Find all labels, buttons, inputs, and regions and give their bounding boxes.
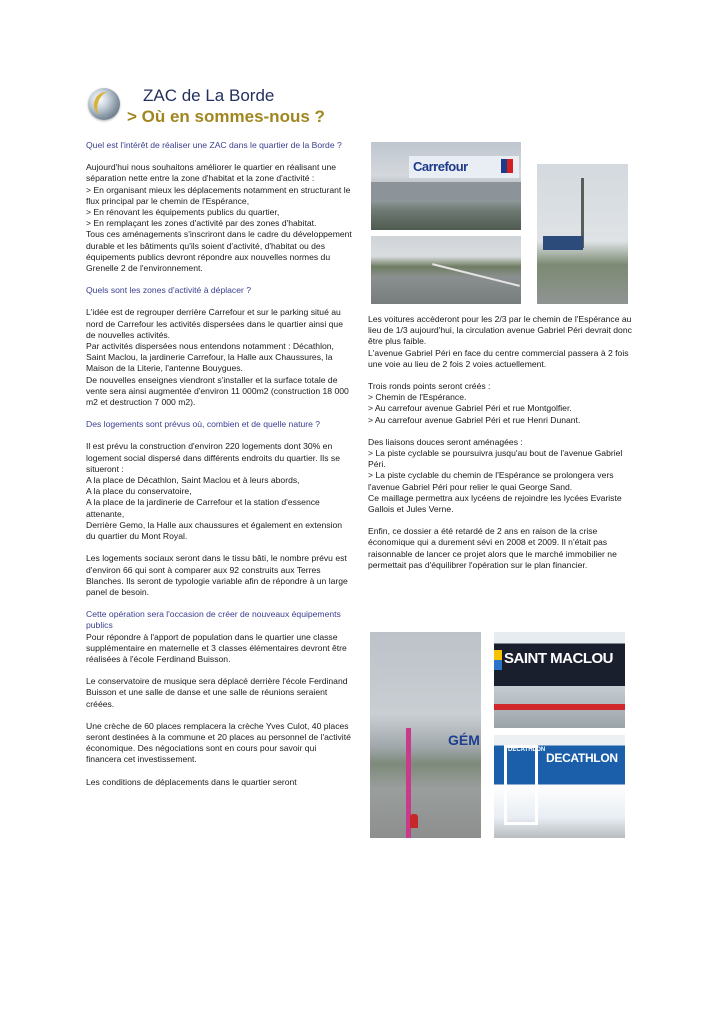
question-zac-interest: Quel est l'intérêt de réaliser une ZAC dans le quartier de la Borde ? <box>86 140 342 150</box>
carrefour-logo-icon <box>501 159 513 173</box>
paragraph-housing-locations: Il est prévu la construction d'environ 220 logements dont 30% en logement social dispersé dans différents endroits du quartier. Ils se situeront : A la place de Décathlon, Saint Maclou et à leurs abords, A la place du conservatoire, A la place de la jardinerie de Carrefour et la station d'essence attenante, Derrière Gemo, la Halle aux chaussures et également en extension du quartier du Mont Royal. <box>86 441 343 542</box>
carrefour-sign <box>409 156 519 178</box>
paragraph-travel-conditions: Les conditions de déplacements dans le quartier seront <box>86 776 297 787</box>
paragraph-conservatory: Le conservatoire de musique sera déplacé derrière l'école Ferdinand Buisson et une salle de danse et une salle de réunions seraient créées. <box>86 676 348 709</box>
photo-carrefour-building <box>371 182 521 200</box>
left-column <box>86 140 352 799</box>
question-housing: Des logements sont prévus où, combien et de quelle nature ? <box>86 419 321 430</box>
maison-literie-sign <box>543 236 583 250</box>
question-activity-zones: Quels sont les zones d'activité à déplacer ? <box>86 285 252 296</box>
photo-antenna-pole <box>537 164 628 304</box>
decathlon-sign-text: DECATHLON <box>546 751 618 765</box>
road-marking <box>432 263 520 287</box>
paragraph-creche: Une crèche de 60 places remplacera la crèche Yves Culot, 40 places seront destinées à la commune et 20 places au personnel de l'activité économique. Des négociations sont en cours pour savoir qui financera cet investissement. <box>86 720 351 765</box>
saint-maclou-flag-icon <box>494 650 502 670</box>
paragraph-cycle-paths: Des liaisons douces seront aménagées : > La piste cyclable se poursuivra jusqu'au bout de l'avenue Gabriel Péri. > La piste cyclable du chemin de l'Espérance se prolongera vers l'avenue Gabriel Péri pour relier le quai George Sand. Ce maillage permettra aux lycéens de rejoindre les lycées Evariste Gallois et Jules Verne. <box>368 436 623 515</box>
paragraph-activity-zones: L'idée est de regrouper derrière Carrefour et sur le parking situé au nord de Carrefour les activités dispersées dans le quartier ainsi que de nouvelles activités. Par activités dispersées nous entendons notamment : Décathlon, Saint Maclou, la jardinerie Carrefour, la Halle aux Chaussures, la Maison de la Literie, l'antenne Bouygues. De nouvelles enseignes viendront s'installer et la surface totale de vente sera ainsi augmentée d'environ 11 000m2 (construction 18 000 m2 et destruction 7 000 m2). <box>86 307 349 408</box>
photo-saint-maclou <box>494 632 625 728</box>
photo-gemo <box>370 632 481 838</box>
paragraph-zac-aims: Aujourd'hui nous souhaitons améliorer le quartier en réalisant une séparation nette entre la zone d'habitat et la zone d'activité : > En organisant mieux les déplacements notamment en structurant le flux principal par le chemin de l'Espérance, > En rénovant les équipements publics du quartier, > En remplaçant les zones d'activité par des zones d'habitat. Tous ces aménagements s'inscriront dans le cadre du développement durable et les bâtiments qu'ils soient d'activité, d'habitat ou des équipements publics devront répondre aux nouvelles normes du Grenelle 2 de l'environnement. <box>86 162 352 274</box>
paragraph-social-housing: Les logements sociaux seront dans le tissu bâti, le nombre prévu est d'environ 66 qui sont à comparer aux 92 construits aux Terres Blanches. Ils seront de typologie variable afin de répondre à un large panel de besoin. <box>86 553 348 597</box>
paragraph-schools: Pour répondre à l'apport de population dans le quartier une classe supplémentaire en maternelle et 3 classes élémentaires devront être réalisées à l'école Ferdinand Buisson. <box>86 631 347 664</box>
decathlon-small-sign-text: DECATHLON <box>508 747 546 753</box>
photo-decathlon <box>494 735 625 838</box>
paragraph-roundabouts: Trois ronds points seront créés : > Chemin de l'Espérance. > Au carrefour avenue Gabriel Péri et rue Montgolfier. > Au carrefour avenue Gabriel Péri et rue Henri Dunant. <box>368 381 581 425</box>
right-column <box>368 314 634 582</box>
decathlon-totem <box>504 745 538 825</box>
page-title: ZAC de La Borde <box>143 86 275 105</box>
saint-maclou-red-band <box>494 704 625 710</box>
zac-logo <box>88 88 120 120</box>
photo-carrefour <box>371 142 521 230</box>
photo-road <box>371 236 521 304</box>
gemo-sign-text: GÉM <box>448 732 480 748</box>
fire-hydrant-icon <box>410 814 418 828</box>
logo-swoosh-icon <box>91 89 120 119</box>
page-subtitle: > Où en sommes-nous ? <box>127 107 325 126</box>
carrefour-sign-text: Carrefour <box>413 159 468 174</box>
paragraph-traffic: Les voitures accèderont pour les 2/3 par le chemin de l'Espérance au lieu de 1/3 aujourd'hui, la circulation avenue Gabriel Péri devrait donc être plus faible. L'avenue Gabriel Péri en face du centre commercial passera à 2 fois une voie au lieu de 2 fois 2 voies actuellement. <box>368 314 632 369</box>
saint-maclou-sign-text: SAINT MACLOU <box>504 650 613 667</box>
question-public-facilities: Cette opération sera l'occasion de créer de nouveaux équipements publics <box>86 609 341 631</box>
paragraph-delay: Enfin, ce dossier a été retardé de 2 ans en raison de la crise économique qui a durement sévi en 2008 et 2009. Il n'était pas raisonnable de lancer ce projet alors que le marché immobilier ne permettait pas d'équilibrer l'opération sur le plan financier. <box>368 526 617 570</box>
